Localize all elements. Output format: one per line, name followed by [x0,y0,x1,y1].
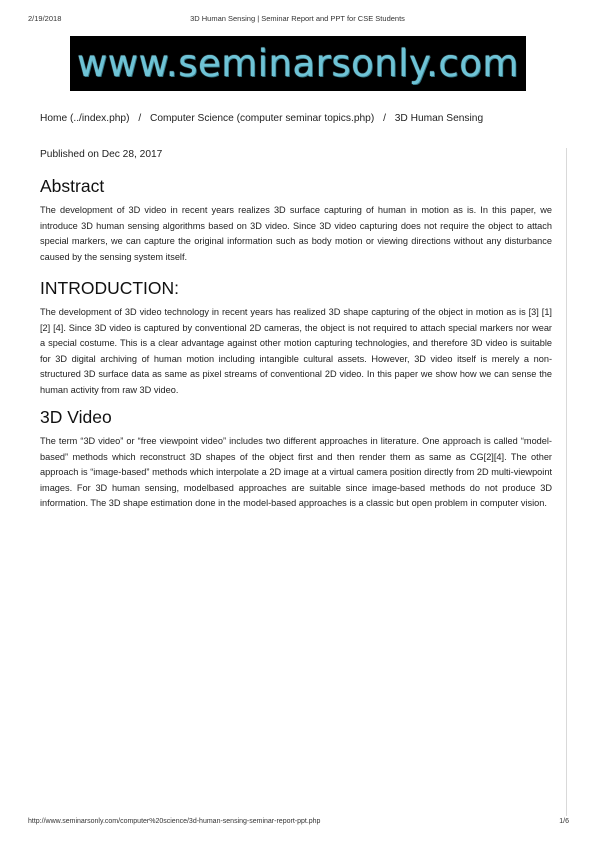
section-body-introduction: The development of 3D video technology in recent years has realized 3D shape capturing of the object in motion as is [3] [1] [2] [4]. Since 3D video is captured by conventional 2D cameras, the object is not required to attach special markers nor wear a special costume. This is a clear advantage against other motion capturing technologies, and therefore 3D video is suitable for 3D digital archiving of human motion including intangible cultural assets. However, 3D video itself is merely a non-structured 3D surface data as same as pixel streams of conventional 2D video. In this paper we show how we can sense the human activity from raw 3D video. [40,307,552,395]
print-page-title: 3D Human Sensing | Seminar Report and PPT for CSE Students [190,14,405,23]
breadcrumb-computer-science-link[interactable]: Computer Science (computer seminar topics.php) [150,113,375,124]
footer-page-number: 1/6 [559,818,569,825]
breadcrumb-separator: / [138,113,142,124]
breadcrumb-home-link[interactable]: Home (../index.php) [40,113,130,124]
breadcrumb [40,113,483,124]
section-body-abstract: The development of 3D video in recent years realizes 3D surface capturing of human in motion as is. In this paper, we introduce 3D human sensing algorithms based on 3D video. Since 3D video capturing does not require the object to attach special markers, we can capture the original information such as body motion or viewing directions without any disturbance caused by the sensing system itself. [40,205,552,262]
section-heading-abstract: Abstract [40,176,105,196]
site-logo-text: www.seminarsonly.com [77,42,519,85]
breadcrumb-separator: / [383,113,386,124]
site-logo-banner[interactable] [70,36,526,91]
section-heading-introduction: INTRODUCTION: [40,278,180,298]
published-date: Published on Dec 28, 2017 [40,149,163,160]
section-body-3d-video: The term “3D video” or “free viewpoint video” includes two different approaches in literature. One approach is called “model-based” methods which reconstruct 3D shapes of the object first and then render them as same as CG[2][4]. The other approach is “image-based” methods which interpolate a 2D image at a virtual camera position directly from 2D multi-viewpoint images. For 3D human sensing, modelbased approaches are suitable since image-based methods do not produce 3D information. The 3D shape estimation done in the model-based approaches is a classic but open problem in computer vision. [40,436,552,508]
footer-url: http://www.seminarsonly.com/computer%20science/3d-human-sensing-seminar-report-ppt.php [28,818,321,825]
print-date: 2/19/2018 [28,14,62,23]
section-introduction [40,278,552,398]
content-divider [566,148,567,816]
breadcrumb-current-page: 3D Human Sensing [394,113,484,124]
section-3d-video [40,407,552,512]
section-abstract [40,176,552,265]
section-heading-3d-video: 3D Video [40,407,112,427]
